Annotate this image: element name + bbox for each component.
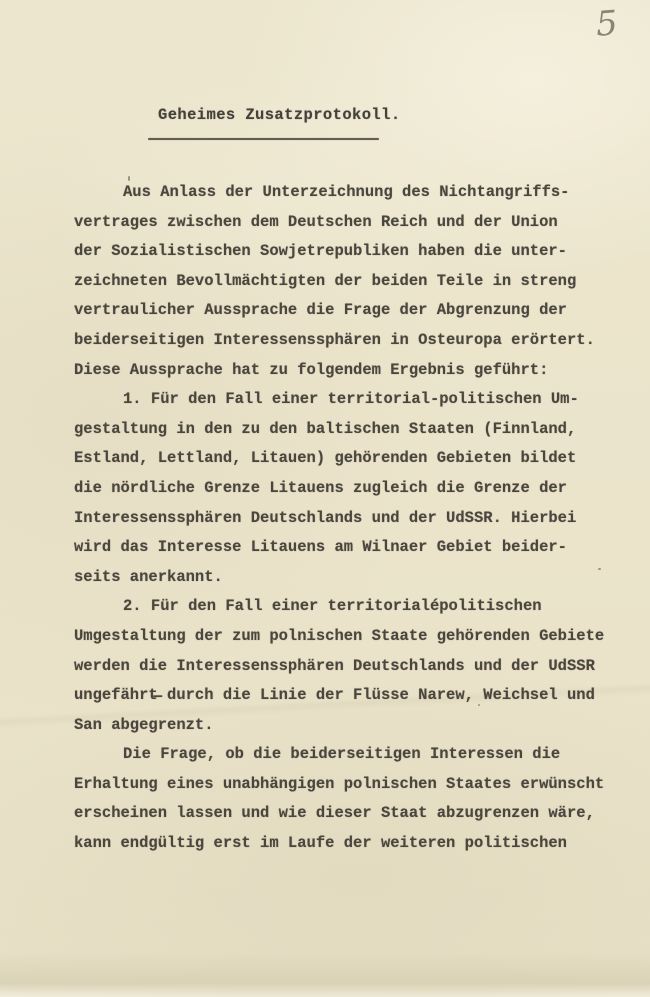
document-line: Interessenssphären Deutschlands und der UdSSR. Hierbei [74,508,577,527]
document-line: beiderseitigen Interessenssphären in Osteuropa erörtert. [74,330,595,349]
document-line: wird das Interesse Litauens am Wilnaer Gebiet beider- [74,538,567,557]
document-line: der Sozialistischen Sowjetrepubliken haben die unter- [74,242,567,261]
document-line: Umgestaltung der zum polnischen Staate gehörenden Gebiete [74,626,605,645]
document-line: gestaltung in den zu den baltischen Staaten (Finnland, [74,419,577,438]
document-line: Die Frage, ob die beiderseitigen Interessen die [123,745,561,764]
document-line: Estland, Lettland, Litauen) gehörenden Gebieten bildet [74,449,577,468]
document-line: ungefährt̶ durch die Linie der Flüsse Narew, Weichsel und [74,686,595,705]
paper-speck [128,176,130,181]
document-line: erscheinen lassen und wie dieser Staat abzugrenzen wäre, [74,804,595,823]
document-line: die nördliche Grenze Litauens zugleich die Grenze der [74,478,567,497]
document-line: San abgegrenzt. [74,715,214,734]
page-number: 5 [594,3,620,45]
document-line: vertrages zwischen dem Deutschen Reich und der Union [74,212,558,231]
document-title: Geheimes Zusatzprotokoll. [158,106,401,124]
document-line: Aus Anlass der Unterzeichnung des Nichtangriffs- [123,183,570,201]
document-line: werden die Interessenssphären Deutschlands und der UdSSR [74,656,595,675]
document-line: seits anerkannt. [74,567,223,586]
paper-speck [478,704,480,706]
document-line: kann endgültig erst im Laufe der weiteren politischen [74,834,567,853]
document-line: zeichneten Bevollmächtigten der beiden Teile in streng [74,271,577,290]
paper-speck [598,568,601,570]
document-line: 1. Für den Fall einer territorial-politischen Um- [123,390,579,409]
title-underline [148,138,379,140]
document-line: Erhaltung eines unabhängigen polnischen Staates erwünscht [74,774,605,793]
document-body [74,178,614,859]
document-line: Diese Aussprache hat zu folgendem Ergebnis geführt: [74,360,549,379]
document-line: 2. Für den Fall einer territorialépolitischen [123,597,542,616]
document-line: vertraulicher Aussprache die Frage der Abgrenzung der [74,301,567,320]
